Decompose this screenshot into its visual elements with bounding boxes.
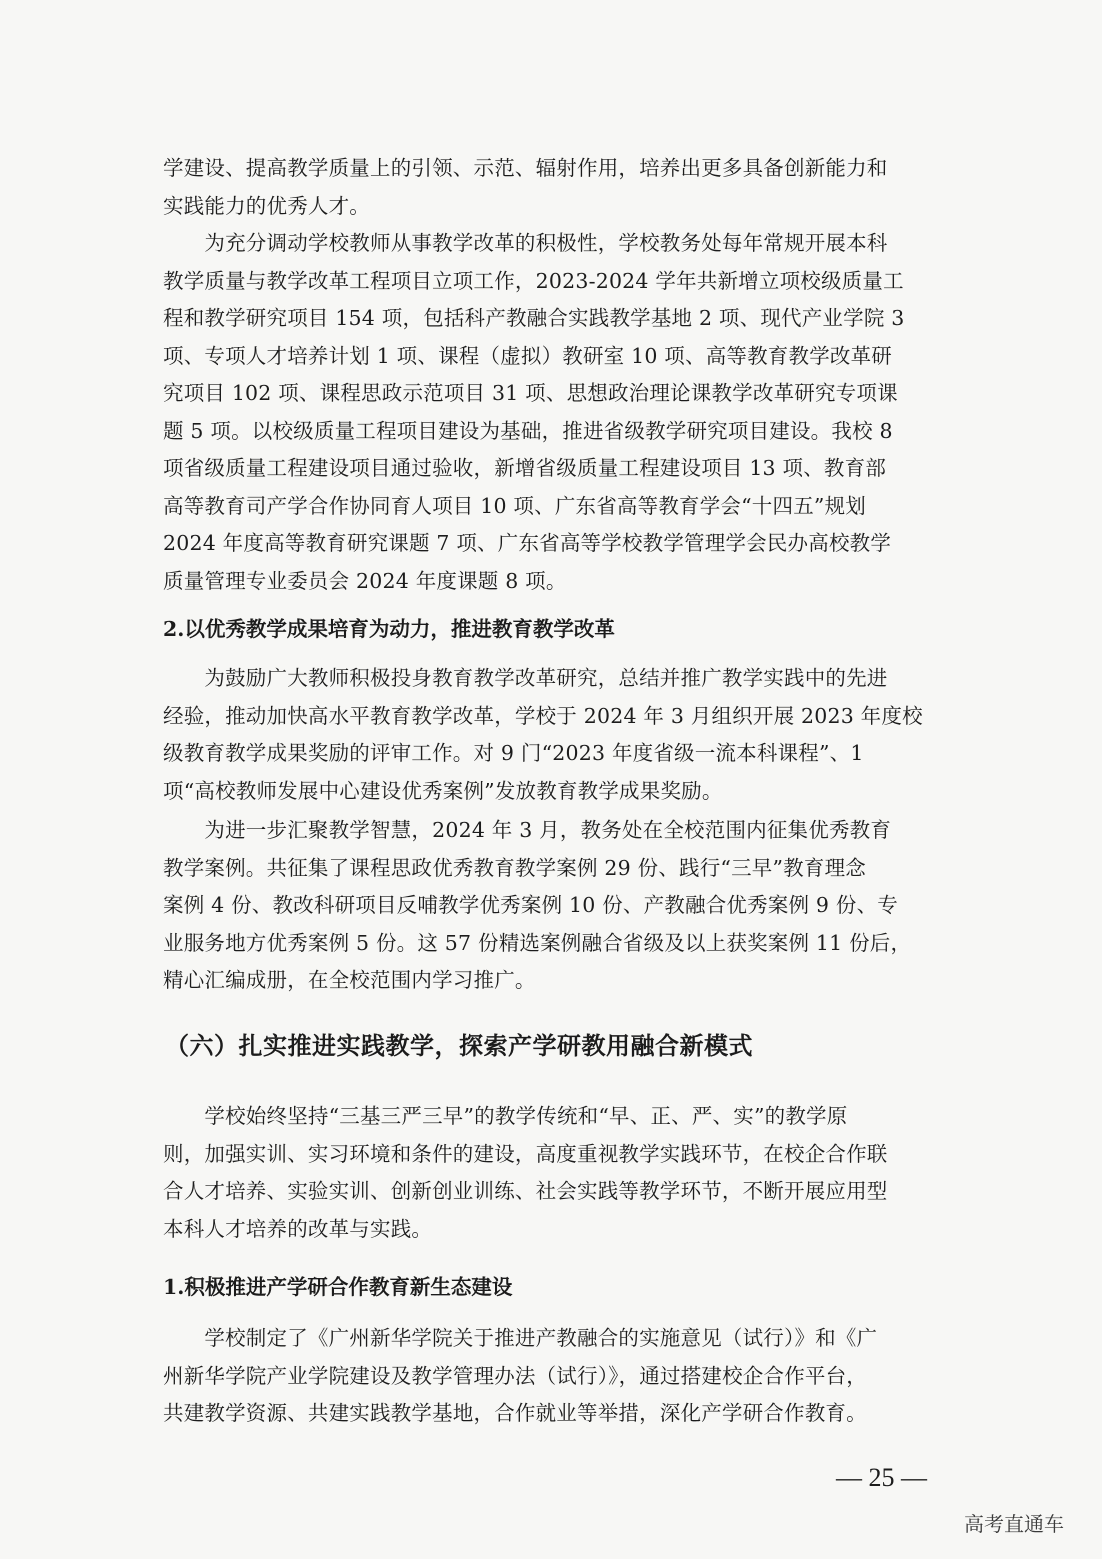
text-line: 实践能力的优秀人才。 <box>163 193 370 218</box>
text-line: 共建教学资源、共建实践教学基地，合作就业等举措，深化产学研合作教育。 <box>163 1401 867 1425</box>
paragraph-4 <box>163 812 941 1000</box>
text-line: 学校始终坚持“三基三严三早”的教学传统和“早、正、严、实”的教学原 <box>163 1104 848 1128</box>
watermark: 高考直通车 <box>964 1512 1064 1536</box>
paragraph-3 <box>163 660 941 810</box>
paragraph-2 <box>163 225 941 600</box>
text-line: 本科人才培养的改革与实践。 <box>163 1216 433 1241</box>
section-title: （六）扎实推进实践教学，探索产学研教用融合新模式 <box>165 1031 753 1060</box>
text-line: 为进一步汇聚教学智慧，2024 年 3 月，教务处在全校范围内征集优秀教育 <box>163 818 892 842</box>
text-line: 项、专项人才培养计划 1 项、课程（虚拟）教研室 10 项、高等教育教学改革研 <box>163 343 892 368</box>
text-line: 级教育教学成果奖励的评审工作。对 9 门“2023 年度省级一流本科课程”、1 <box>163 741 864 765</box>
text-line: 业服务地方优秀案例 5 份。这 57 份精选案例融合省级及以上获奖案例 11 份后， <box>163 930 912 955</box>
text-line: 项“高校教师发展中心建设优秀案例”发放教育教学成果奖励。 <box>163 778 723 803</box>
text-line: 为充分调动学校教师从事教学改革的积极性，学校教务处每年常规开展本科 <box>163 231 888 255</box>
text-line: 程和教学研究项目 154 项，包括科产教融合实践教学基地 2 项、现代产业学院 3 <box>163 306 905 330</box>
text-line: 学建设、提高教学质量上的引领、示范、辐射作用，培养出更多具备创新能力和 <box>163 156 888 180</box>
text-line: 精心汇编成册，在全校范围内学习推广。 <box>163 968 536 992</box>
text-line: 究项目 102 项、课程思政示范项目 31 项、思想政治理论课教学改革研究专项课 <box>163 381 898 405</box>
text-line: 2024 年度高等教育研究课题 7 项、广东省高等学校教学管理学会民办高校教学 <box>163 531 892 555</box>
subheading-2: 2.以优秀教学成果培育为动力，推进教育教学改革 <box>163 617 615 641</box>
text-line: 为鼓励广大教师积极投身教育教学改革研究，总结并推广教学实践中的先进 <box>163 666 888 690</box>
paragraph-1 <box>163 150 941 225</box>
text-line: 教学质量与教学改革工程项目立项工作，2023-2024 学年共新增立项校级质量工 <box>163 268 904 293</box>
subheading-1: 1.积极推进产学研合作教育新生态建设 <box>163 1275 513 1299</box>
text-line: 项省级质量工程建设项目通过验收，新增省级质量工程建设项目 13 项、教育部 <box>163 456 887 480</box>
text-line: 合人才培养、实验实训、创新创业训练、社会实践等教学环节，不断开展应用型 <box>163 1179 888 1203</box>
paragraph-6 <box>163 1320 941 1433</box>
text-line: 则，加强实训、实习环境和条件的建设，高度重视教学实践环节，在校企合作联 <box>163 1141 888 1166</box>
text-line: 质量管理专业委员会 2024 年度课题 8 项。 <box>163 568 567 593</box>
text-line: 案例 4 份、教改科研项目反哺教学优秀案例 10 份、产教融合优秀案例 9 份、专 <box>163 893 898 917</box>
page-number: — 25 — <box>836 1463 927 1492</box>
text-line: 学校制定了《广州新华学院关于推进产教融合的实施意见（试行）》和《广 <box>163 1326 878 1350</box>
text-line: 经验，推动加快高水平教育教学改革，学校于 2024 年 3 月组织开展 2023 年度校 <box>163 703 923 728</box>
text-line: 题 5 项。以校级质量工程项目建设为基础，推进省级教学研究项目建设。我校 8 <box>163 418 893 443</box>
text-line: 教学案例。共征集了课程思政优秀教育教学案例 29 份、践行“三早”教育理念 <box>163 855 866 880</box>
text-line: 高等教育司产学合作协同育人项目 10 项、广东省高等教育学会“十四五”规划 <box>163 493 866 518</box>
paragraph-5 <box>163 1098 941 1248</box>
text-line: 州新华学院产业学院建设及教学管理办法（试行）》，通过搭建校企合作平台， <box>163 1363 867 1388</box>
